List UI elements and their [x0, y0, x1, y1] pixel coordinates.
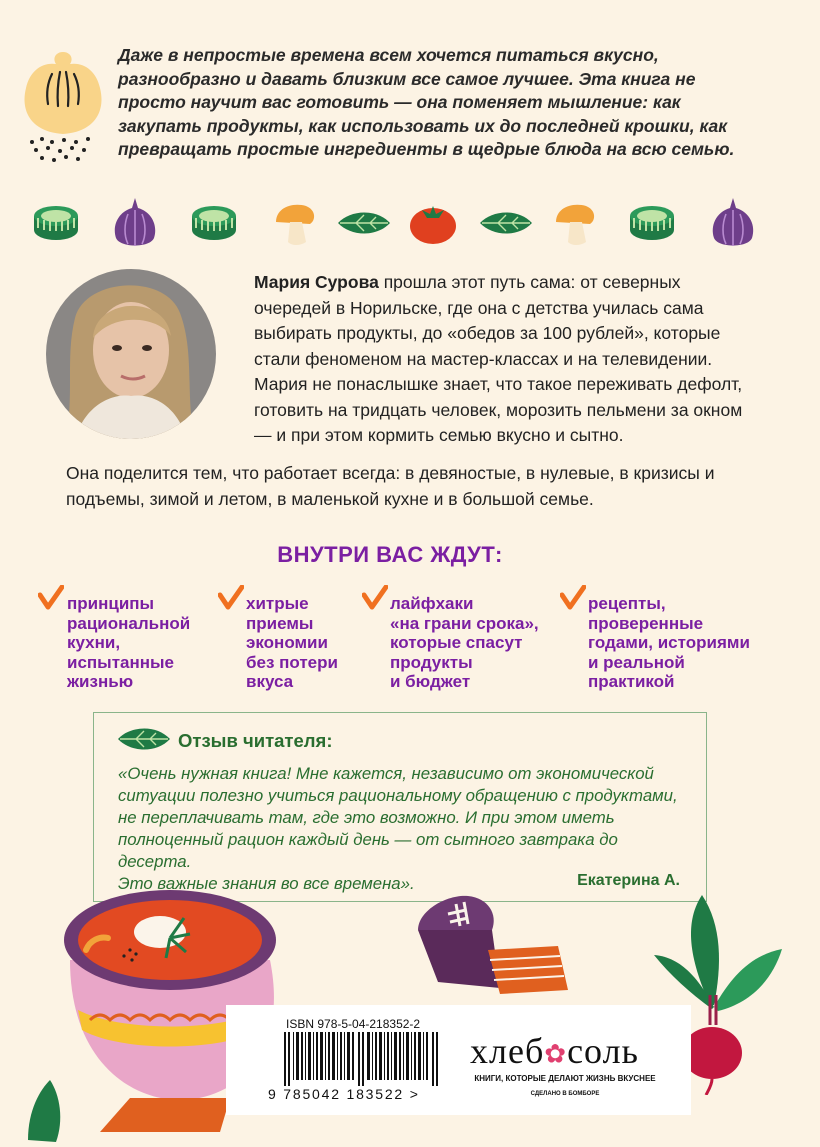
feature-item-4: рецепты, проверенные годами, историями и реальной практикой [588, 594, 750, 691]
barcode-number: 9 785042 183522 > [268, 1086, 420, 1102]
cucumber-slice-icon [190, 204, 238, 242]
onion-icon [110, 196, 160, 250]
share-text: Она поделится тем, что работает всегда: в девяностые, в нулевые, в кризисы и подъемы, зимой и летом, в маленькой кухне и в большой семье. [66, 463, 715, 509]
publisher-tagline: КНИГИ, КОТОРЫЕ ДЕЛАЮТ ЖИЗНЬ ВКУСНЕЕ [474, 1074, 656, 1083]
dumpling-icon [18, 44, 108, 169]
check-icon [38, 585, 64, 611]
review-author: Екатерина А. [577, 872, 680, 889]
review-title: Отзыв читателя: [178, 730, 333, 751]
bread-icon [408, 890, 578, 1000]
intro-text: Даже в непростые времена всем хочется питаться вкусно, разнообразно и давать близким все самое лучшее. Эта книга не просто научит вас готовить — она поменяет мышление: как закупать продукты, как использовать их до последней крошки, как превращать простые ингредиенты в щедрые блюда на всю семью. [118, 45, 735, 159]
author-photo [45, 268, 217, 440]
barcode-icon [284, 1032, 444, 1086]
leaf-icon [336, 208, 392, 238]
tomato-icon [408, 198, 458, 246]
leaf-icon [478, 208, 534, 238]
leaf-icon [116, 724, 172, 754]
mushroom-icon [552, 200, 598, 246]
cucumber-slice-icon [32, 204, 80, 242]
feature-item-1: принципы рациональной кухни, испытанные жизнью [67, 594, 191, 691]
review-text: «Очень нужная книга! Мне кажется, независимо от экономической ситуации полезно учиться рациональному обращению с продуктами, не переплачивать там, где это возможно. И при этом иметь полноценный рацион каждый день — от сытного завтрака до десерта. Это важные знания во все времена». [118, 764, 678, 893]
publisher-logo: хлеб✿соль [470, 1031, 639, 1071]
inside-title: ВНУТРИ ВАС ЖДУТ: [277, 542, 503, 567]
check-icon [560, 585, 586, 611]
check-icon [362, 585, 388, 611]
feature-item-3: лайфхаки «на грани срока», которые спасут продукты и бюджет [390, 594, 539, 691]
flower-icon: ✿ [544, 1039, 568, 1069]
food-row [30, 196, 770, 252]
author-name: Мария Сурова [254, 272, 379, 292]
cucumber-slice-icon [628, 204, 676, 242]
author-bio [254, 270, 754, 449]
mushroom-icon [272, 200, 318, 246]
isbn-text: ISBN 978-5-04-218352-2 [286, 1017, 421, 1031]
author-bio-text: прошла этот путь сама: от северных очередей в Норильске, где она с детства училась сама выбирать продукты, до «обедов за 100 рублей», которые стали феноменом на мастер-классах и на телевидении. Мария не понаслышке знает, что такое переживать дефолт, готовить на тридцать человек, морозить пельмени за окном — и при этом кормить семью вкусно и сытно. [254, 272, 743, 445]
check-icon [218, 585, 244, 611]
onion-icon [708, 196, 758, 250]
feature-item-2: хитрые приемы экономии без потери вкуса [246, 594, 338, 691]
publisher-made: СДЕЛАНО В БОМБОРЕ [530, 1091, 600, 1097]
